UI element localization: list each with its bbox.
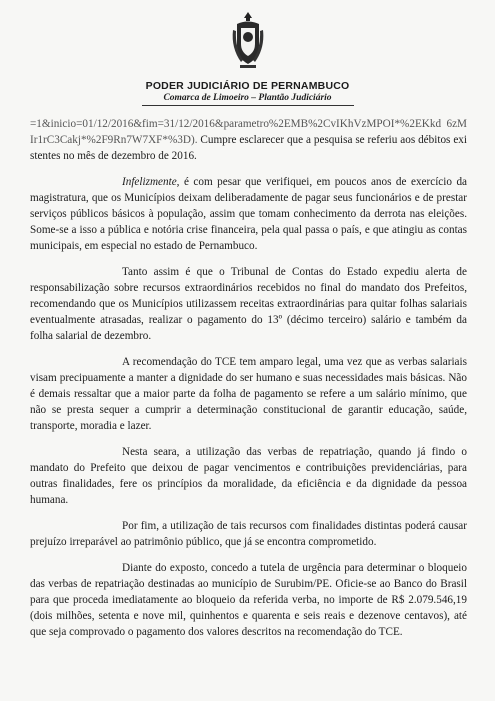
paragraph-2: Tanto assim é que o Tribunal de Contas do Estado expediu alerta de responsabilização sobre recursos extraordinários recebidos no final do mandato dos Prefeitos, recomendando que os Municípios utilizassem receitas extraordinárias para quitar folhas salariais eventualmente atrasadas, realizar o pagamento do 13º (décimo terceiro) salário e também da folha salarial de dezembro.	[30, 266, 467, 342]
query-url: =1&inicio=01/12/2016&fim=31/12/2016&parametro%2EMB%2CvIKhVzMPOI*%2EKkd 6zMIr1rC3Cakj*%2F9Rn7W7XF*%3D).	[30, 118, 467, 146]
paragraph-1	[30, 174, 467, 254]
paragraph-6: Diante do exposto, concedo a tutela de urgência para determinar o bloqueio das verbas de repatriação destinadas ao município de Surubim/PE. Oficie-se ao Banco do Brasil para que proceda imediatamente ao bloqueio da referida verba, no importe de R$ 2.079.546,19 (dois milhões, setenta e nove mil, quinhentos e quarenta e seis reais e dezenove centavos), até que seja comprovado o pagamento dos valores descritos na recomendação do TCE.	[30, 562, 467, 638]
paragraph-url	[30, 116, 467, 164]
header-divider	[142, 105, 354, 106]
paragraph-3: A recomendação do TCE tem amparo legal, uma vez que as verbas salariais visam precipuamente a manter a dignidade do ser humano e suas necessidades mais básicas. Não é demais ressaltar que a maior parte da folha de pagamento se refere a um salário mínimo, que não se presta sequer a cumprir a determinação constitucional de garantir educação, saúde, transporte, moradia e lazer.	[30, 356, 467, 432]
court-district: Comarca de Limoeiro – Plantão Judiciário	[163, 93, 332, 103]
paragraph-4: Nesta seara, a utilização das verbas de repatriação, quando já findo o mandato do Prefeito que deixou de pagar vencimentos e contribuições previdenciárias, para outras finalidades, fere os princípios da moralidade, da eficiência e da dignidade da pessoa humana.	[30, 446, 467, 506]
paragraph-5: Por fim, a utilização de tais recursos com finalidades distintas poderá causar prejuízo irreparável ao patrimônio público, que já se encontra comprometido.	[30, 520, 467, 548]
paragraph-1-lead: Infelizmente,	[122, 176, 180, 188]
coat-of-arms-icon	[231, 10, 265, 72]
paragraph-1-text: é com pesar que verifiquei, em poucos anos de exercício da magistratura, que os Municípios deixam deliberadamente de pagar seus funcionários e de prestar serviços públicos básicos à população, assim que tomam conhecimento da derrota nas eleições. Some-se a isso a pública e notória crise financeira, pela qual passa o país, e que atingiu as contas municipais, em especial no estado de Pernambuco.	[30, 176, 468, 252]
document-body	[30, 116, 467, 650]
paragraph-0-text: Cumpre esclarecer que a pesquisa se referiu aos débitos existentes no mês de dezembro de 2016.	[30, 134, 467, 162]
court-title: PODER JUDICIÁRIO DE PERNAMBUCO	[145, 80, 350, 92]
